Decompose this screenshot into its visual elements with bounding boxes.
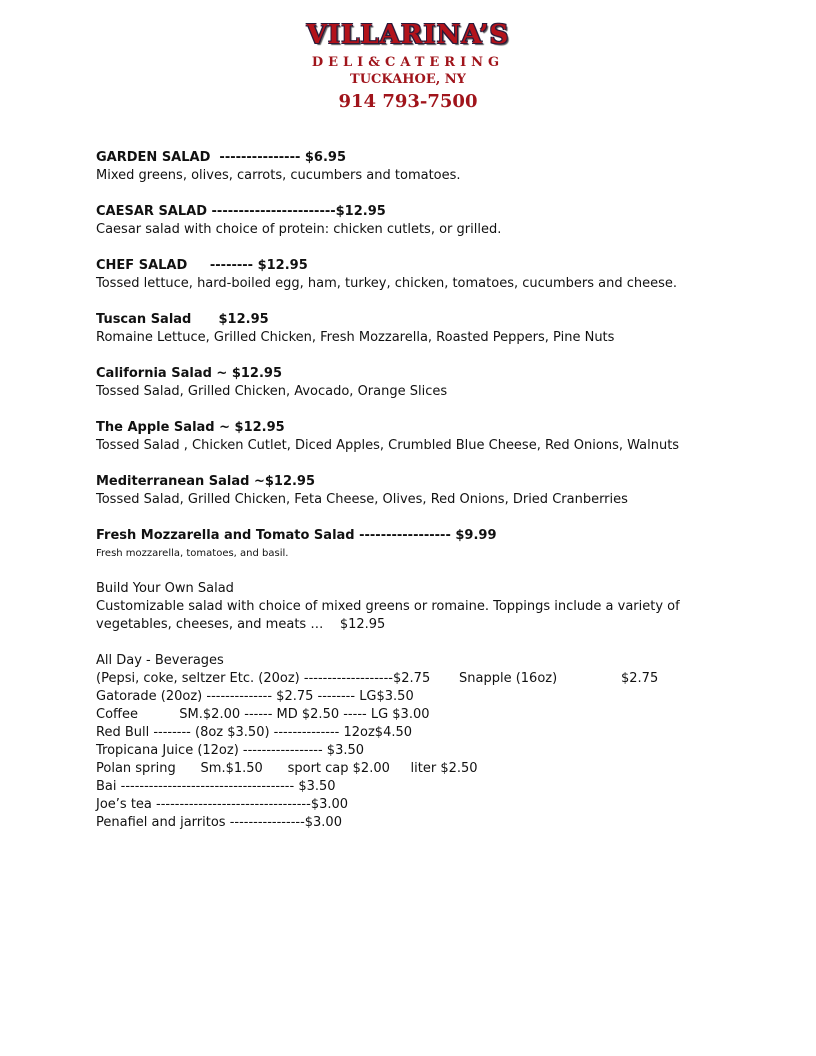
salad-description: Fresh mozzarella, tomatoes, and basil. <box>96 548 289 559</box>
salad-description: Caesar salad with choice of protein: chicken cutlets, or grilled. <box>96 222 502 237</box>
beverage-item: Gatorade (20oz) -------------- $2.75 -------- LG$3.50 <box>96 689 414 704</box>
salad-heading: Tuscan Salad $12.95 <box>96 312 269 327</box>
salad-heading: CAESAR SALAD -----------------------$12.95 <box>96 204 386 219</box>
restaurant-phone: 914 793-7500 <box>338 91 478 112</box>
salad-heading: Mediterranean Salad ~$12.95 <box>96 474 316 489</box>
beverage-item-snapple: Snapple (16oz) <box>459 671 558 686</box>
beverage-item: Bai ------------------------------------- $3.50 <box>96 779 336 794</box>
beverage-item: Coffee SM.$2.00 ------ MD $2.50 ----- LG $3.00 <box>96 707 430 722</box>
salad-heading: Fresh Mozzarella and Tomato Salad ----------------- $9.99 <box>96 528 497 543</box>
restaurant-subtitle: DELI&CATERING <box>311 55 505 70</box>
salad-description: Tossed Salad, Grilled Chicken, Feta Cheese, Olives, Red Onions, Dried Cranberries <box>96 492 628 507</box>
restaurant-name: VILLARINA’S <box>306 20 510 50</box>
beverages-heading: All Day - Beverages <box>96 653 224 668</box>
salad-description: Romaine Lettuce, Grilled Chicken, Fresh Mozzarella, Roasted Peppers, Pine Nuts <box>96 330 615 345</box>
build-your-own-heading: Build Your Own Salad <box>96 581 234 596</box>
salad-heading: The Apple Salad ~ $12.95 <box>96 420 285 435</box>
beverage-price-snapple: $2.75 <box>621 671 659 686</box>
beverage-item: Red Bull -------- (8oz $3.50) -------------- 12oz$4.50 <box>96 725 413 740</box>
restaurant-location: TUCKAHOE, NY <box>350 72 466 87</box>
salad-heading: GARDEN SALAD --------------- $6.95 <box>96 150 347 165</box>
salad-heading: California Salad ~ $12.95 <box>96 366 283 381</box>
salad-description: Tossed lettuce, hard-boiled egg, ham, turkey, chicken, tomatoes, cucumbers and cheese. <box>96 276 678 291</box>
beverage-item: Tropicana Juice (12oz) ----------------- $3.50 <box>96 743 365 758</box>
build-your-own-description-price: vegetables, cheeses, and meats … $12.95 <box>96 617 386 632</box>
build-your-own-description: Customizable salad with choice of mixed greens or romaine. Toppings include a variety of <box>96 599 680 614</box>
salad-heading: CHEF SALAD -------- $12.95 <box>96 258 308 273</box>
beverage-item: Penafiel and jarritos ----------------$3.00 <box>96 815 342 830</box>
beverage-item: Joe’s tea ---------------------------------$3.00 <box>96 797 349 812</box>
salad-description: Tossed Salad, Grilled Chicken, Avocado, Orange Slices <box>96 384 448 399</box>
beverage-item: Polan spring Sm.$1.50 sport cap $2.00 liter $2.50 <box>96 761 478 776</box>
salad-description: Mixed greens, olives, carrots, cucumbers and tomatoes. <box>96 168 461 183</box>
beverage-item-soda: (Pepsi, coke, seltzer Etc. (20oz) -------------------$2.75 <box>96 671 431 686</box>
salad-description: Tossed Salad , Chicken Cutlet, Diced Apples, Crumbled Blue Cheese, Red Onions, Walnuts <box>96 438 680 453</box>
